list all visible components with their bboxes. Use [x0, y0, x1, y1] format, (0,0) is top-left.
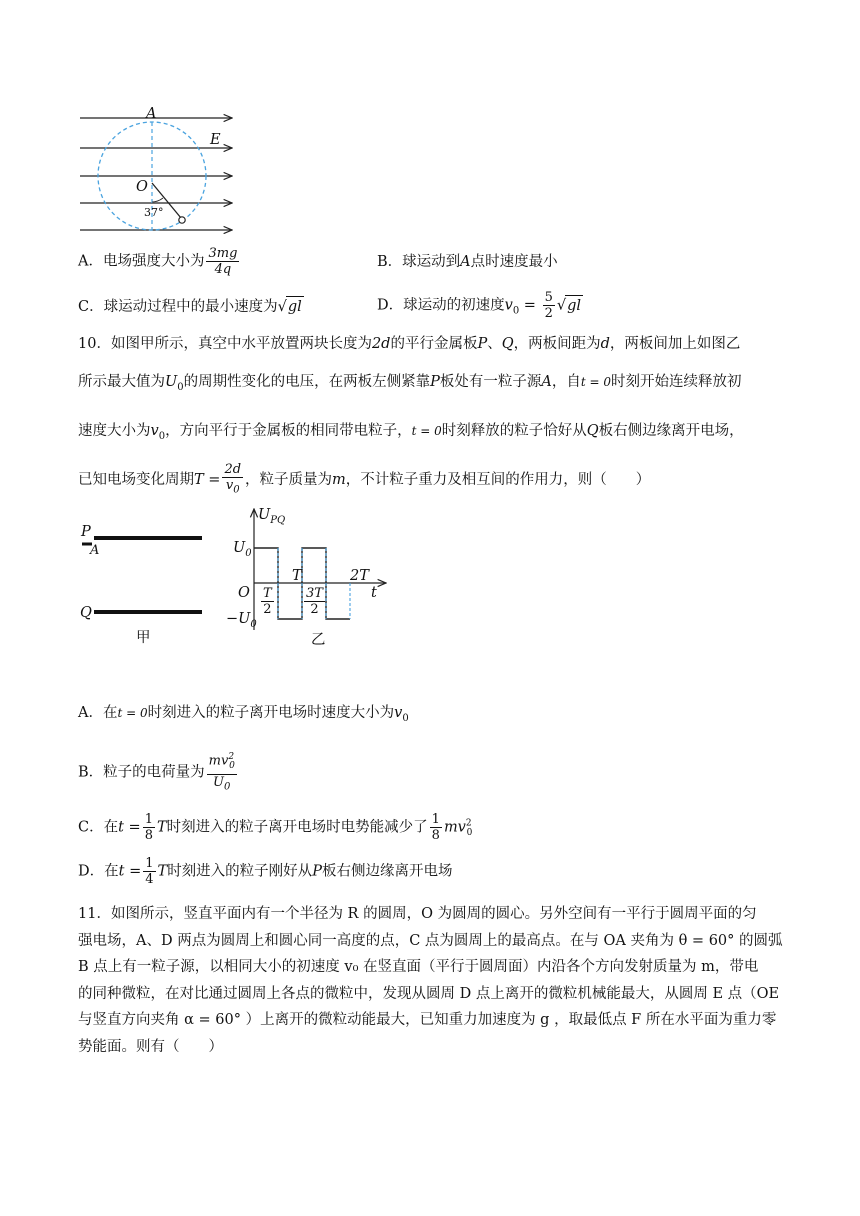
q9-option-B[interactable]: B．球运动到A点时速度最小 — [377, 254, 558, 270]
fig9-label-A: A — [146, 106, 157, 122]
fig-yi-halfT: $\frac{T}{2}$ — [263, 586, 272, 617]
fig-jia-label-P: P — [81, 524, 91, 540]
q9-option-D[interactable]: D．球运动的初速度$v_0$ = $\frac{5}{2}$ √gl — [377, 290, 582, 321]
q10-line-3: 速度大小为$v_0$，方向平行于金属板的相同带电粒子，t = 0时刻释放的粒子恰好从Q板右侧边缘离开电场， — [78, 423, 744, 442]
q10-line-4: 已知电场变化周期T = $\frac{2d}{v_0}$ ，粒子质量为m，不计粒子重力及相互间的作用力，则（ ） — [78, 462, 651, 496]
q9-option-C[interactable]: C．球运动过程中的最小速度为√gl — [78, 296, 304, 317]
q11-line: 势能面。则有（ ） — [78, 1038, 223, 1055]
fig-yi-3halfT: $\frac{3T}{2}$ — [306, 586, 323, 617]
ball — [179, 217, 185, 223]
parallel-plates-figure — [78, 520, 208, 630]
q10-line-2: 所示最大值为$U_0$的周期性变化的电压，在两板左侧紧靠P板处有一粒子源A，自t = 0时刻开始连续释放初 — [78, 374, 742, 393]
fig-yi-t: t — [371, 585, 377, 601]
fig-jia-caption: 甲 — [136, 630, 151, 646]
q11-line: 强电场，A、D 两点为圆周上和圆心同一高度的点，C 点为圆周上的最高点。在与 OA 夹角为 θ = 60° 的圆弧 — [78, 932, 783, 949]
fig-yi-U0: $U_0$ — [233, 540, 252, 559]
q11-line: B 点上有一粒子源，以相同大小的初速度 v₀ 在竖直面（平行于圆周面）内沿各个方向发射质量为 m，带电 — [78, 959, 759, 975]
fig9-angle-label: 37° — [144, 206, 164, 219]
fig9-label-E: E — [210, 132, 221, 148]
q9-option-A[interactable]: A．电场强度大小为 $\frac{3mg}{4q}$ — [78, 246, 238, 277]
q10-option-A[interactable]: A．在t = 0时刻进入的粒子离开电场时速度大小为$v_0$ — [78, 705, 409, 724]
fig-yi-caption: 乙 — [311, 632, 326, 648]
q11-line: 与竖直方向夹角 α = 60° ）上离开的微粒动能最大，已知重力加速度为 g ，取最低点 F 所在水平面为重力零 — [78, 1012, 777, 1028]
fig-jia-label-A: A — [90, 543, 100, 558]
q10-line-1: 10．如图甲所示，真空中水平放置两块长度为2d的平行金属板P、Q，两板间距为d，两板间加上如图乙 — [78, 336, 741, 352]
fig-yi-2T: 2T — [350, 568, 369, 584]
q11-line: 的同种微粒，在对比通过圆周上各点的微粒中，发现从圆周 D 点上离开的微粒机械能最大，从圆周 E 点（OE — [78, 985, 780, 1002]
q11-text — [78, 901, 790, 1060]
q10-option-D[interactable]: D．在t = $\frac{1}{4}$ T时刻进入的粒子刚好从P板右侧边缘离开电场 — [78, 856, 453, 887]
q11-line: 11．如图所示，竖直平面内有一个半径为 R 的圆周，O 为圆周的圆心。另外空间有一平行于圆周平面的匀 — [78, 906, 757, 922]
fig-yi-O: O — [238, 585, 250, 601]
fig-yi-negU0: $-U_0$ — [226, 611, 257, 630]
q10-option-B[interactable]: B．粒子的电荷量为 $\frac{mv^2_0}{U_0}$ — [78, 752, 235, 793]
fig9-label-O: O — [136, 179, 148, 195]
q10-option-C[interactable]: C．在t = $\frac{1}{8}$ T时刻进入的粒子离开电场时电势能减少了 $\frac{1}{8}$ $mv^2_0$ — [78, 812, 473, 843]
fig-yi-T: T — [292, 568, 302, 584]
fig-jia-label-Q: Q — [80, 605, 92, 621]
fig-yi-ylabel: $U_{PQ}$ — [258, 507, 286, 526]
